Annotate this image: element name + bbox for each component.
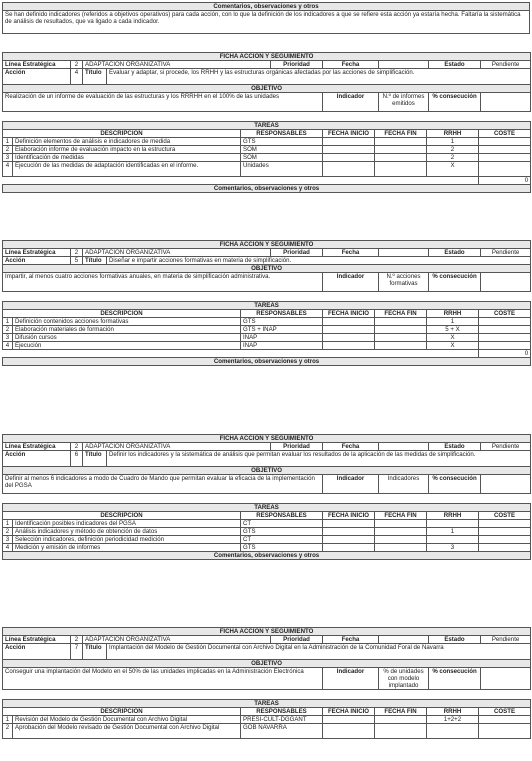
titulo-text: Evaluar y adaptar, si procede, los RRHH y las estructuras orgánicas afectadas por las acciones de simplificación.: [107, 69, 531, 85]
tarea-row: [3, 544, 531, 552]
indicador-value: % de unidades con modelo implantado: [379, 668, 429, 690]
coste-total-spacer: [3, 177, 479, 185]
tarea-fecha-fin: [375, 138, 427, 146]
accion-label: Acción: [3, 257, 71, 265]
tarea-responsables: GOB NAVARRA: [241, 724, 323, 739]
tarea-rrhh: X: [427, 334, 479, 342]
linea-label: Línea Estratégica: [3, 249, 71, 257]
tarea-fecha-inicio: [323, 544, 375, 552]
tarea-number: 1: [3, 520, 13, 528]
tarea-rrhh: [427, 520, 479, 528]
coste-total-row: [3, 177, 531, 185]
tarea-fecha-fin: [375, 544, 427, 552]
tarea-coste: [479, 520, 531, 528]
objetivo-header: OBJETIVO: [3, 660, 531, 668]
tarea-rrhh: 2: [427, 146, 479, 154]
tarea-descripcion: Definición elementos de análisis e indicadores de medida: [13, 138, 241, 146]
titulo-text: Diseñar e impartir acciones formativas en materia de simplificación.: [107, 257, 531, 265]
tarea-number: 3: [3, 536, 13, 544]
titulo-label: Título: [83, 257, 107, 265]
comentarios-row: [3, 358, 531, 366]
tarea-fecha-fin: [375, 528, 427, 536]
tarea-coste: [479, 334, 531, 342]
tarea-descripcion: Selección indicadores, definición periodicidad medición: [13, 536, 241, 544]
tarea-coste: [479, 528, 531, 536]
tarea-row: [3, 716, 531, 724]
estado-value: Pendiente: [481, 61, 531, 69]
col-rrhh: RRHH: [427, 512, 479, 520]
tarea-coste: [479, 716, 531, 724]
prioridad-label: Prioridad: [271, 61, 323, 69]
col-rrhh: RRHH: [427, 708, 479, 716]
fecha-value: [379, 443, 429, 451]
tarea-rrhh: [427, 724, 479, 739]
col-responsables: RESPONSABLES: [241, 310, 323, 318]
linea-label: Línea Estratégica: [3, 443, 71, 451]
tarea-responsables: CT: [241, 536, 323, 544]
coste-total-value: 0: [479, 177, 531, 185]
ficha-title: FICHA ACCION Y SEGUIMIENTO: [3, 628, 531, 636]
ficha-block-6: [0, 434, 531, 560]
tarea-fecha-inicio: [323, 334, 375, 342]
tarea-row: [3, 162, 531, 177]
tarea-descripcion: Elaboración informe de evaluación impacto en la estructura: [13, 146, 241, 154]
linea-name: ADAPTACIÓN ORGANIZATIVA: [83, 61, 271, 69]
ficha-block-5: [0, 240, 531, 366]
tarea-fecha-fin: [375, 520, 427, 528]
tarea-responsables: GTS: [241, 528, 323, 536]
linea-number: 2: [71, 443, 83, 451]
col-fecha-fin: FECHA FIN: [375, 310, 427, 318]
estado-value: Pendiente: [481, 443, 531, 451]
coste-total-value: 0: [479, 350, 531, 358]
accion-label: Acción: [3, 451, 71, 467]
tarea-fecha-inicio: [323, 716, 375, 724]
tarea-rrhh: X: [427, 162, 479, 177]
tarea-coste: [479, 162, 531, 177]
tarea-fecha-fin: [375, 724, 427, 739]
tareas-header: TAREAS: [3, 122, 531, 130]
estado-value: Pendiente: [481, 636, 531, 644]
titulo-text: Implantación del Modelo de Gestión Documental con Archivo Digital en la Administración de la Comunidad Foral de Navarra: [107, 644, 531, 660]
tarea-fecha-fin: [375, 146, 427, 154]
tarea-number: 4: [3, 544, 13, 552]
indicador-label: Indicador: [323, 668, 379, 690]
tarea-number: 2: [3, 724, 13, 739]
col-fecha-fin: FECHA FIN: [375, 512, 427, 520]
linea-number: 2: [71, 61, 83, 69]
tarea-descripcion: Medición y emisión de informes: [13, 544, 241, 552]
fecha-label: Fecha: [323, 636, 379, 644]
tarea-descripcion: Elaboración materiales de formación: [13, 326, 241, 334]
tarea-number: 2: [3, 528, 13, 536]
tarea-descripcion: Identificación de medidas: [13, 154, 241, 162]
tarea-row: [3, 138, 531, 146]
fecha-value: [379, 249, 429, 257]
tarea-responsables: Unidades: [241, 162, 323, 177]
tarea-fecha-inicio: [323, 162, 375, 177]
tarea-number: 3: [3, 154, 13, 162]
tarea-coste: [479, 536, 531, 544]
consecucion-label: % consecución: [429, 668, 481, 690]
objetivo-text: Impartir, al menos cuatro acciones formativas anuales, en materia de simplificación administrativa.: [3, 273, 323, 292]
tarea-rrhh: 3: [427, 544, 479, 552]
linea-name: ADAPTACIÓN ORGANIZATIVA: [83, 636, 271, 644]
tarea-responsables: SOM: [241, 154, 323, 162]
col-descripcion: DESCRIPCIÓN: [3, 310, 241, 318]
tarea-descripcion: Identificación posibles indicadores del PGSA: [13, 520, 241, 528]
objetivo-text: Definir al menos 6 indicadores a modo de Cuadro de Mando que permitan evaluar la eficacia de la implementación del PGSA: [3, 475, 323, 494]
coste-total-row: [3, 350, 531, 358]
prioridad-label: Prioridad: [271, 636, 323, 644]
tarea-rrhh: 5 + X: [427, 326, 479, 334]
tarea-number: 1: [3, 716, 13, 724]
linea-name: ADAPTACIÓN ORGANIZATIVA: [83, 443, 271, 451]
tarea-responsables: GTS + INAP: [241, 326, 323, 334]
tarea-fecha-fin: [375, 334, 427, 342]
ficha-title: FICHA ACCION Y SEGUIMIENTO: [3, 53, 531, 61]
consecucion-label: % consecución: [429, 273, 481, 292]
tarea-descripcion: Análisis indicadores y método de obtención de datos: [13, 528, 241, 536]
intro-comment-text: Se han definido indicadores (referidos a objetivos operativos) para cada acción, con lo que la definición de los indicadores a que se refiere esta acción ya estaría hecha. Faltaría la sistemática de análisis de resultados, que va ligado a cada indicador.: [3, 11, 530, 34]
comentarios-row: [3, 185, 531, 193]
titulo-label: Título: [83, 69, 107, 85]
indicador-label: Indicador: [323, 273, 379, 292]
tarea-coste: [479, 138, 531, 146]
accion-label: Acción: [3, 69, 71, 85]
tarea-row: [3, 724, 531, 739]
tarea-coste: [479, 146, 531, 154]
linea-name: ADAPTACIÓN ORGANIZATIVA: [83, 249, 271, 257]
tarea-fecha-inicio: [323, 724, 375, 739]
linea-label: Línea Estratégica: [3, 61, 71, 69]
tarea-fecha-inicio: [323, 520, 375, 528]
tarea-coste: [479, 724, 531, 739]
tarea-row: [3, 146, 531, 154]
col-rrhh: RRHH: [427, 310, 479, 318]
tarea-fecha-fin: [375, 536, 427, 544]
tarea-row: [3, 326, 531, 334]
fecha-label: Fecha: [323, 443, 379, 451]
tarea-rrhh: X: [427, 342, 479, 350]
tarea-coste: [479, 544, 531, 552]
col-coste: COSTE: [479, 512, 531, 520]
estado-label: Estado: [429, 249, 481, 257]
tarea-coste: [479, 318, 531, 326]
tarea-fecha-inicio: [323, 342, 375, 350]
tarea-row: [3, 318, 531, 326]
tarea-descripcion: Aprobación del Modelo revisado de Gestión Documental con Archivo Digital: [13, 724, 241, 739]
titulo-text: Definir los indicadores y la sistemática de análisis que permitan evaluar los resultados de la aplicación de las medidas de simplificación.: [107, 451, 531, 467]
estado-label: Estado: [429, 636, 481, 644]
col-fecha-inicio: FECHA INICIO: [323, 708, 375, 716]
tarea-coste: [479, 326, 531, 334]
objetivo-header: OBJETIVO: [3, 85, 531, 93]
tarea-responsables: INAP: [241, 342, 323, 350]
consecucion-value: [481, 273, 531, 292]
tarea-fecha-fin: [375, 162, 427, 177]
indicador-value: Indicadores: [379, 475, 429, 494]
prioridad-label: Prioridad: [271, 443, 323, 451]
tarea-fecha-inicio: [323, 536, 375, 544]
tarea-number: 1: [3, 318, 13, 326]
tarea-fecha-fin: [375, 342, 427, 350]
comentarios-header: Comentarios, observaciones y otros: [3, 185, 531, 193]
tareas-header: TAREAS: [3, 700, 531, 708]
tarea-rrhh: 1: [427, 528, 479, 536]
tarea-row: [3, 536, 531, 544]
tarea-descripcion: Difusión cursos: [13, 334, 241, 342]
ficha-title: FICHA ACCION Y SEGUIMIENTO: [3, 241, 531, 249]
fecha-value: [379, 636, 429, 644]
tarea-fecha-inicio: [323, 318, 375, 326]
tarea-number: 4: [3, 162, 13, 177]
col-fecha-inicio: FECHA INICIO: [323, 512, 375, 520]
tarea-fecha-fin: [375, 716, 427, 724]
titulo-label: Título: [83, 644, 107, 660]
tarea-row: [3, 342, 531, 350]
col-fecha-fin: FECHA FIN: [375, 708, 427, 716]
titulo-label: Título: [83, 451, 107, 467]
tarea-row: [3, 154, 531, 162]
col-fecha-fin: FECHA FIN: [375, 130, 427, 138]
accion-label: Acción: [3, 644, 71, 660]
comentarios-row: [3, 552, 531, 560]
objetivo-text: Realización de un informe de evaluación de las estructuras y los RRRHH en el 100% de las unidades: [3, 93, 323, 112]
tarea-fecha-inicio: [323, 154, 375, 162]
tarea-row: [3, 334, 531, 342]
tareas-header: TAREAS: [3, 302, 531, 310]
tarea-number: 2: [3, 146, 13, 154]
col-responsables: RESPONSABLES: [241, 130, 323, 138]
objetivo-text: Conseguir una implantación del Modelo en el 50% de las unidades implicadas en la Administración Electrónica: [3, 668, 323, 690]
linea-number: 2: [71, 249, 83, 257]
comentarios-header: Comentarios, observaciones y otros: [3, 552, 531, 560]
tarea-row: [3, 520, 531, 528]
tarea-rrhh: 1+2+2: [427, 716, 479, 724]
linea-label: Línea Estratégica: [3, 636, 71, 644]
tareas-header: TAREAS: [3, 504, 531, 512]
tarea-number: 1: [3, 138, 13, 146]
tarea-fecha-fin: [375, 154, 427, 162]
col-responsables: RESPONSABLES: [241, 708, 323, 716]
col-descripcion: DESCRIPCIÓN: [3, 512, 241, 520]
tarea-fecha-inicio: [323, 528, 375, 536]
tarea-rrhh: 2: [427, 154, 479, 162]
consecucion-value: [481, 93, 531, 112]
accion-number: 6: [71, 451, 83, 467]
tarea-responsables: GTS: [241, 318, 323, 326]
tarea-fecha-fin: [375, 326, 427, 334]
tarea-descripcion: Ejecución: [13, 342, 241, 350]
intro-comments-block: [0, 2, 530, 34]
tarea-coste: [479, 342, 531, 350]
tarea-number: 2: [3, 326, 13, 334]
col-descripcion: DESCRIPCIÓN: [3, 708, 241, 716]
fecha-label: Fecha: [323, 61, 379, 69]
tarea-rrhh: [427, 536, 479, 544]
indicador-value: N.º de informes emitidos: [379, 93, 429, 112]
tarea-coste: [479, 154, 531, 162]
estado-label: Estado: [429, 61, 481, 69]
col-coste: COSTE: [479, 708, 531, 716]
prioridad-label: Prioridad: [271, 249, 323, 257]
accion-number: 7: [71, 644, 83, 660]
comentarios-header: Comentarios, observaciones y otros: [3, 358, 531, 366]
col-fecha-inicio: FECHA INICIO: [323, 130, 375, 138]
indicador-label: Indicador: [323, 93, 379, 112]
indicador-value: N.º acciones formativas: [379, 273, 429, 292]
estado-label: Estado: [429, 443, 481, 451]
tarea-responsables: INAP: [241, 334, 323, 342]
consecucion-value: [481, 668, 531, 690]
tarea-descripcion: Revisión del Modelo de Gestión Documental con Archivo Digital: [13, 716, 241, 724]
tarea-responsables: CT: [241, 520, 323, 528]
tarea-responsables: PRESI-CULT-DGGANT: [241, 716, 323, 724]
tarea-fecha-fin: [375, 318, 427, 326]
col-coste: COSTE: [479, 130, 531, 138]
col-descripcion: DESCRIPCIÓN: [3, 130, 241, 138]
intro-comments-title: Comentarios, observaciones y otros: [3, 3, 530, 11]
col-responsables: RESPONSABLES: [241, 512, 323, 520]
tarea-number: 3: [3, 334, 13, 342]
tarea-responsables: SOM: [241, 146, 323, 154]
accion-number: 5: [71, 257, 83, 265]
fecha-value: [379, 61, 429, 69]
indicador-label: Indicador: [323, 475, 379, 494]
tarea-rrhh: 1: [427, 138, 479, 146]
ficha-title: FICHA ACCION Y SEGUIMIENTO: [3, 435, 531, 443]
objetivo-header: OBJETIVO: [3, 265, 531, 273]
coste-total-spacer: [3, 350, 479, 358]
tarea-fecha-inicio: [323, 138, 375, 146]
linea-number: 2: [71, 636, 83, 644]
tarea-number: 4: [3, 342, 13, 350]
col-rrhh: RRHH: [427, 130, 479, 138]
tarea-responsables: GTS: [241, 544, 323, 552]
tarea-row: [3, 528, 531, 536]
estado-value: Pendiente: [481, 249, 531, 257]
col-fecha-inicio: FECHA INICIO: [323, 310, 375, 318]
col-coste: COSTE: [479, 310, 531, 318]
ficha-block-7: [0, 627, 531, 739]
tarea-descripcion: Definición contenidos acciones formativas: [13, 318, 241, 326]
tarea-fecha-inicio: [323, 326, 375, 334]
consecucion-label: % consecución: [429, 475, 481, 494]
ficha-block-4: [0, 52, 531, 193]
objetivo-header: OBJETIVO: [3, 467, 531, 475]
fecha-label: Fecha: [323, 249, 379, 257]
tarea-rrhh: 1: [427, 318, 479, 326]
accion-number: 4: [71, 69, 83, 85]
tarea-fecha-inicio: [323, 146, 375, 154]
tarea-responsables: GTS: [241, 138, 323, 146]
consecucion-value: [481, 475, 531, 494]
consecucion-label: % consecución: [429, 93, 481, 112]
tarea-descripcion: Ejecución de las medidas de adaptación identificadas en el informe.: [13, 162, 241, 177]
